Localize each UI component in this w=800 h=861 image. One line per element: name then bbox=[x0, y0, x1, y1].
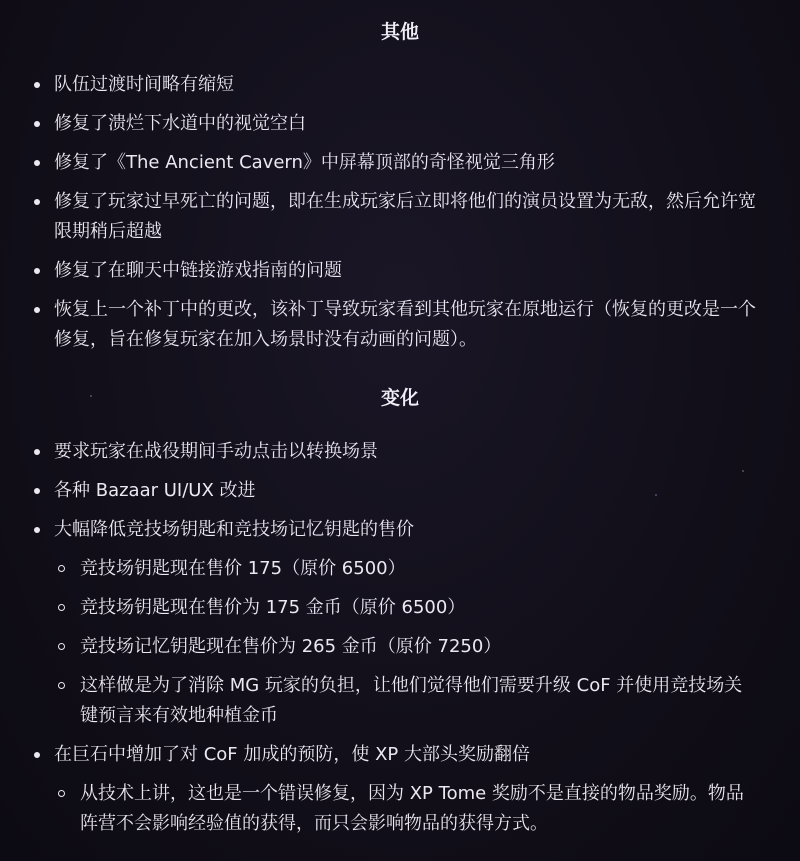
sub-list-item bbox=[54, 632, 760, 662]
background-speck bbox=[90, 395, 92, 397]
list-item-text: 要求玩家在战役期间手动点击以转换场景 bbox=[54, 441, 378, 462]
bullet-icon bbox=[34, 307, 40, 313]
sub-list-item bbox=[54, 779, 760, 839]
bullet-icon bbox=[34, 488, 40, 494]
bullet-icon bbox=[34, 160, 40, 166]
list-item-text: 队伍过渡时间略有缩短 bbox=[54, 74, 234, 95]
hollow-bullet-icon bbox=[58, 604, 65, 611]
list-item bbox=[34, 437, 769, 467]
hollow-bullet-icon bbox=[58, 790, 65, 797]
changes-list bbox=[0, 437, 800, 839]
section-changes bbox=[0, 383, 800, 839]
list-item-text: 在巨石中增加了对 CoF 加成的预防，使 XP 大部头奖励翻倍 bbox=[54, 744, 531, 765]
sub-list-item bbox=[54, 554, 760, 584]
sub-list-item-text: 竞技场记忆钥匙现在售价为 265 金币（原价 7250） bbox=[80, 636, 502, 657]
sub-list-item-text: 竞技场钥匙现在售价为 175 金币（原价 6500） bbox=[80, 597, 466, 618]
list-item bbox=[34, 256, 769, 286]
list-item bbox=[34, 476, 769, 506]
sub-list-item-text: 从技术上讲，这也是一个错误修复，因为 XP Tome 奖励不是直接的物品奖励。物品阵营不会影响经验值的获得，而只会影响物品的获得方式。 bbox=[80, 783, 744, 834]
list-item-text: 修复了《The Ancient Cavern》中屏幕顶部的奇怪视觉三角形 bbox=[54, 152, 555, 173]
list-item bbox=[34, 109, 769, 139]
list-item bbox=[34, 295, 769, 355]
bullet-icon bbox=[34, 449, 40, 455]
list-item bbox=[34, 70, 769, 100]
list-item bbox=[34, 187, 769, 247]
sub-list-item-text: 竞技场钥匙现在售价 175（原价 6500） bbox=[80, 558, 406, 579]
sub-list-item-text: 这样做是为了消除 MG 玩家的负担，让他们觉得他们需要升级 CoF 并使用竞技场关键预言来有效地种植金币 bbox=[80, 675, 743, 726]
list-item-text: 大幅降低竞技场钥匙和竞技场记忆钥匙的售价 bbox=[54, 519, 414, 540]
list-item-text: 修复了在聊天中链接游戏指南的问题 bbox=[54, 260, 342, 281]
sub-list bbox=[54, 779, 769, 839]
bullet-icon bbox=[34, 121, 40, 127]
hollow-bullet-icon bbox=[58, 682, 65, 689]
misc-list bbox=[0, 70, 800, 355]
bullet-icon bbox=[34, 527, 40, 533]
list-item bbox=[34, 515, 769, 731]
list-item-text: 恢复上一个补丁中的更改，该补丁导致玩家看到其他玩家在原地运行（恢复的更改是一个修复，旨在修复玩家在加入场景时没有动画的问题）。 bbox=[54, 299, 756, 350]
list-item-text: 修复了玩家过早死亡的问题，即在生成玩家后立即将他们的演员设置为无敌，然后允许宽限期稍后超越 bbox=[54, 191, 756, 242]
list-item bbox=[34, 148, 769, 178]
bullet-icon bbox=[34, 268, 40, 274]
section-title-changes: 变化 bbox=[380, 387, 419, 409]
bullet-icon bbox=[34, 199, 40, 205]
section-title-misc: 其他 bbox=[380, 21, 419, 43]
bullet-icon bbox=[34, 752, 40, 758]
hollow-bullet-icon bbox=[58, 565, 65, 572]
sub-list bbox=[54, 554, 769, 731]
list-item-text: 修复了溃烂下水道中的视觉空白 bbox=[54, 113, 306, 134]
list-item-text: 各种 Bazaar UI/UX 改进 bbox=[54, 480, 256, 501]
sub-list-item bbox=[54, 671, 760, 731]
list-item bbox=[34, 740, 769, 839]
section-misc bbox=[0, 17, 800, 355]
background-speck bbox=[742, 470, 744, 472]
hollow-bullet-icon bbox=[58, 643, 65, 650]
bullet-icon bbox=[34, 82, 40, 88]
sub-list-item bbox=[54, 593, 760, 623]
